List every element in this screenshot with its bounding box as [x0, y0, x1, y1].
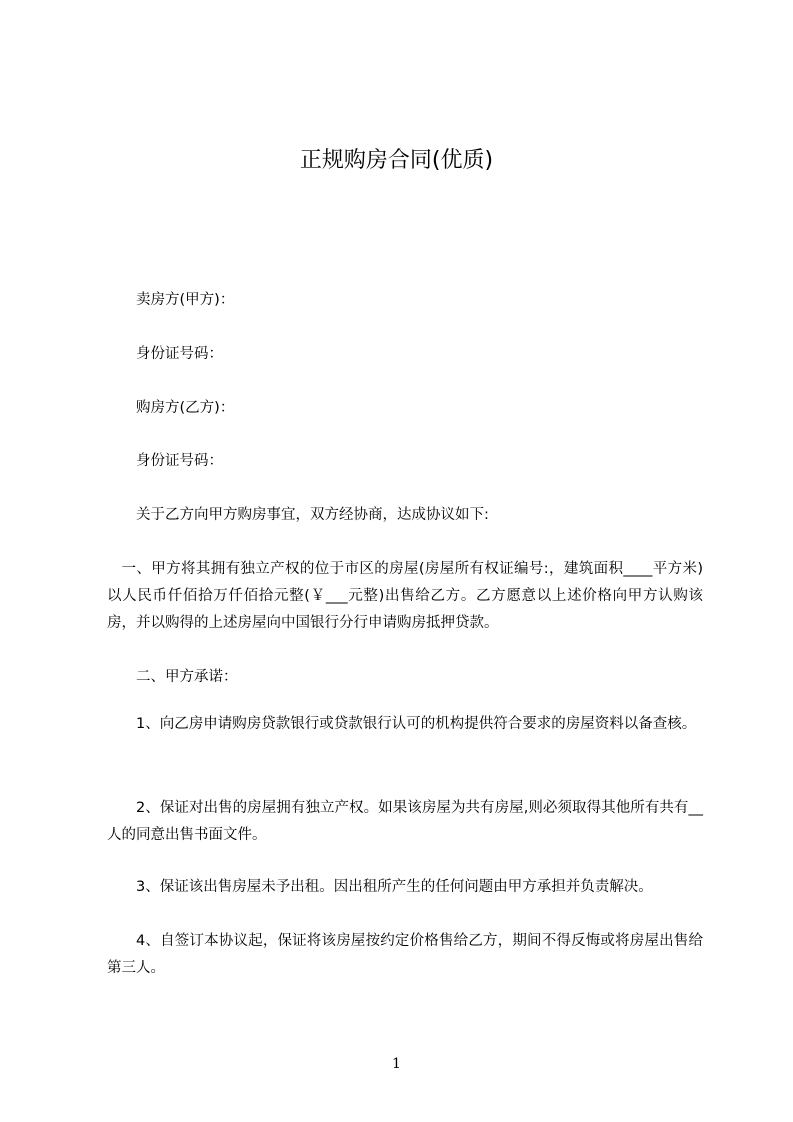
- commitment-4: 4、自签订本协议起，保证将该房屋按约定价格售给乙方，期间不得反悔或将房屋出售给第三人。: [107, 933, 703, 976]
- seller-label: 卖房方(甲方)：: [136, 292, 235, 308]
- buyer-label: 购房方(乙方)：: [136, 400, 235, 416]
- seller-id-label: 身份证号码：: [136, 346, 223, 362]
- agreement-intro: 关于乙方向甲方购房事宜，双方经协商，达成协议如下:: [136, 507, 489, 523]
- commitment-3: 3、保证该出售房屋未予出租。因出租所产生的任何问题由甲方承担并负责解决。: [136, 879, 653, 895]
- commitment-2: 2、保证对出售的房屋拥有独立产权。如果该房屋为共有房屋,则必须取得其他所有共有__人的同意出售书面文件。: [107, 800, 703, 843]
- clause-2-heading: 二、甲方承诺：: [136, 669, 238, 685]
- buyer-id-label: 身份证号码：: [136, 453, 223, 469]
- document-title: 正规购房合同(优质): [299, 148, 494, 173]
- commitment-1: 1、向乙房申请购房贷款银行或贷款银行认可的机构提供符合要求的房屋资料以备查核。: [136, 716, 697, 732]
- clause-1: 一、甲方将其拥有独立产权的位于市区的房屋(房屋所有权证编号:，建筑面积____平方米)以人民币仟佰拾万仟佰拾元整(￥___元整)出售给乙方。乙方愿意以上述价格向甲方认购该房，并以购得的上述房屋向中国银行分行申请购房抵押贷款。: [107, 561, 703, 631]
- page-number: 1: [392, 1056, 401, 1072]
